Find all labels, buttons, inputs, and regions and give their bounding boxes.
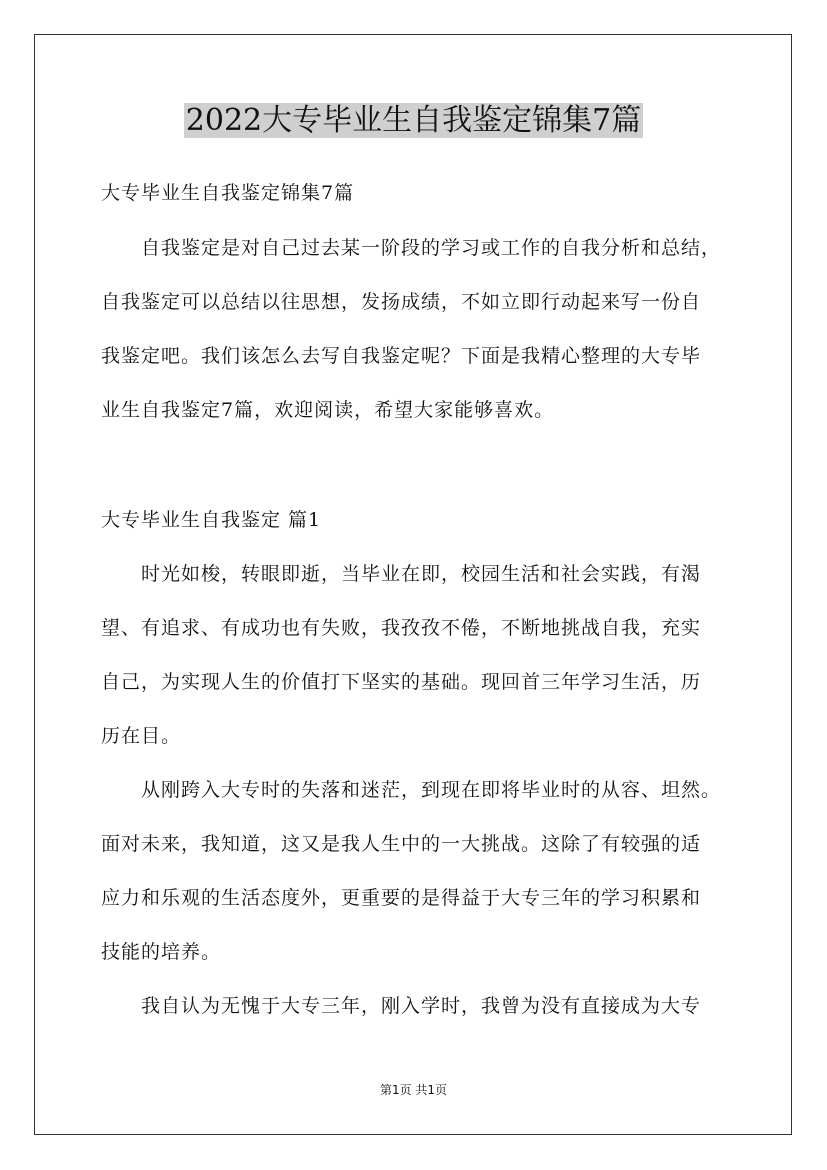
para2-line-3: 应力和乐观的生活态度外，更重要的是得益于大专三年的学习积累和 [101, 887, 702, 909]
para2-line-1: 从刚跨入大专时的失落和迷茫，到现在即将毕业时的从容、坦然。 [141, 779, 722, 801]
document-title-text: 2022大专毕业生自我鉴定锦集7篇 [185, 103, 642, 138]
para2-line-2: 面对未来，我知道，这又是我人生中的一大挑战。这除了有较强的适 [101, 833, 702, 855]
document-title [0, 100, 827, 142]
intro-line-3: 我鉴定吧。我们该怎么去写自我鉴定呢？下面是我精心整理的大专毕 [101, 345, 702, 367]
section-heading: 大专毕业生自我鉴定 篇1 [101, 509, 322, 531]
para1-line-1: 时光如梭，转眼即逝，当毕业在即，校园生活和社会实践，有渴 [141, 563, 702, 585]
page-footer: 第1页 共1页 [379, 1083, 448, 1097]
para1-line-3: 自己，为实现人生的价值打下坚实的基础。现回首三年学习生活，历 [101, 671, 702, 693]
para1-line-4: 历在目。 [101, 725, 182, 747]
intro-line-4: 业生自我鉴定7篇，欢迎阅读，希望大家能够喜欢。 [101, 399, 555, 421]
para3-line-1: 我自认为无愧于大专三年，刚入学时，我曾为没有直接成为大专 [141, 995, 702, 1017]
intro-line-2: 自我鉴定可以总结以往思想，发扬成绩，不如立即行动起来写一份自 [101, 291, 702, 313]
intro-line-1: 自我鉴定是对自己过去某一阶段的学习或工作的自我分析和总结， [141, 237, 722, 259]
para2-line-4: 技能的培养。 [101, 941, 222, 963]
document-subtitle: 大专毕业生自我鉴定锦集7篇 [101, 182, 355, 204]
para1-line-2: 望、有追求、有成功也有失败，我孜孜不倦，不断地挑战自我，充实 [101, 617, 702, 639]
